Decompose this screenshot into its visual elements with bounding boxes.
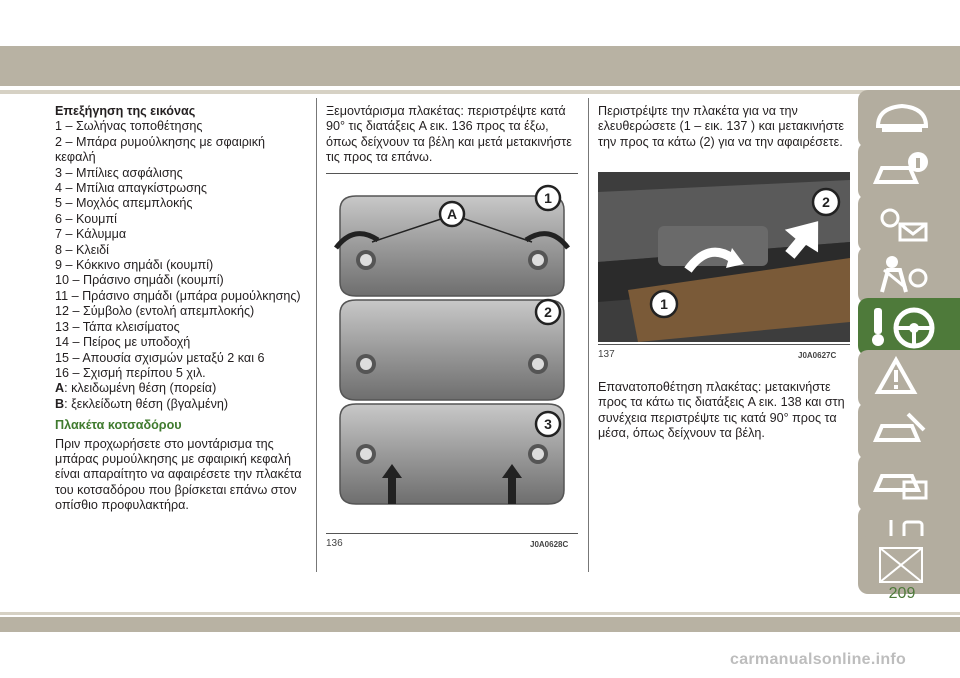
tab-maintenance[interactable] [858, 402, 960, 460]
legend-item: 4 – Μπίλια απαγκίστρωσης [55, 181, 207, 196]
figure-136-illustration [326, 178, 578, 532]
legend-a-text: : κλειδωμένη θέση (πορεία) [64, 381, 217, 396]
car-wrench-icon [872, 408, 932, 454]
legend-b-text: : ξεκλείδωτη θέση (βγαλμένη) [64, 396, 229, 411]
figure-136-label-a: A [446, 206, 458, 222]
legend-b [55, 397, 303, 412]
figure-136-label-2: 2 [544, 304, 552, 320]
watermark: carmanualsonline.info [730, 651, 907, 668]
key-steering-wheel-icon [872, 304, 942, 350]
alphabet-index-icon [872, 542, 932, 588]
legend-item: 16 – Σχισμή περίπου 5 χιλ. [55, 365, 206, 380]
legend-item: 15 – Απουσία σχισμών μεταξύ 2 και 6 [55, 350, 265, 365]
top-band [0, 46, 960, 86]
figure-136-bottom-rule [326, 533, 578, 534]
bottom-band [0, 617, 960, 632]
car-info-icon [872, 148, 932, 194]
tab-starting-driving[interactable] [858, 298, 960, 356]
figure-136-top-rule [326, 173, 578, 174]
tab-info[interactable] [858, 142, 960, 200]
legend-b-key: B [55, 396, 65, 411]
figure-136-label-3: 3 [544, 416, 552, 432]
legend-item: 5 – Μοχλός απεμπλοκής [55, 196, 193, 211]
warning-light-mail-icon [872, 200, 932, 246]
legend-item: 1 – Σωλήνας τοποθέτησης [55, 119, 203, 134]
figure-136-code: J0A0628C [530, 540, 569, 549]
bottom-divider [0, 612, 960, 615]
legend-item: 14 – Πείρος με υποδοχή [55, 335, 191, 350]
column-divider-2 [588, 98, 589, 572]
column-divider-1 [316, 98, 317, 572]
legend-item: 6 – Κουμπί [55, 211, 117, 226]
column-reinstall [598, 104, 850, 150]
car-specs-icon [872, 460, 932, 506]
legend-item: 3 – Μπίλιες ασφάλισης [55, 165, 183, 180]
legend-item: 13 – Τάπα κλεισίματος [55, 319, 180, 334]
legend-item: 2 – Μπάρα ρυμούλκησης με σφαιρική κεφαλή [55, 134, 266, 165]
removal-paragraph: Ξεμοντάρισμα πλακέτας: περιστρέψτε κατά 90° τις διατάξεις A εικ. 136 προς τα έξω, όπως δείχνουν τα βέλη και μετά μετακινήστε τις προς τα επάνω. [326, 104, 572, 165]
page-number: 209 [888, 585, 916, 602]
reinstall-block [598, 380, 850, 442]
figure-137-label-1: 1 [660, 296, 668, 312]
section-subtitle: Πλακέτα κοτσαδόρου [55, 418, 182, 433]
tab-warning-lights[interactable] [858, 194, 960, 252]
legend-item: 8 – Κλειδί [55, 242, 109, 257]
top-divider [0, 90, 960, 94]
legend-item: 9 – Κόκκινο σημάδι (κουμπί) [55, 258, 214, 273]
tab-specifications[interactable] [858, 454, 960, 512]
seatbelt-airbag-icon [872, 252, 932, 298]
figure-136-label-1: 1 [544, 190, 552, 206]
legend-a-key: A [55, 381, 65, 396]
section-paragraph: Πριν προχωρήσετε στο μοντάρισμα της μπάρας ρυμούλκησης με σφαιρική κεφαλή είναι απαραίτητο να αφαιρέσετε την πλακέτα του κοτσαδόρου που βρίσκεται επάνω στον οπίσθιο προφυλακτήρα. [55, 436, 302, 513]
car-dashboard-icon [872, 96, 932, 142]
legend-item: 11 – Πράσινο σημάδι (μπάρα ρυμούλκησης) [55, 288, 301, 303]
column-removal [326, 104, 578, 166]
column-legend [55, 104, 303, 514]
tab-dashboard[interactable] [858, 90, 960, 148]
figure-137-number: 137 [598, 349, 615, 360]
warning-triangle-car-icon [872, 356, 932, 402]
legend-item: 7 – Κάλυμμα [55, 227, 127, 242]
legend-list [55, 119, 303, 381]
reinstall-paragraph: Επανατοποθέτηση πλακέτας: μετακινήστε προς τα κάτω τις διατάξεις A εικ. 138 και στη συνέχεια περιστρέψτε τις κατά 90° προς τα μέσα, όπως δείχνουν τα βέλη. [598, 380, 845, 441]
figure-136 [326, 178, 578, 532]
figure-137-label-2: 2 [822, 194, 830, 210]
figure-136-number: 136 [326, 538, 343, 549]
legend-a [55, 381, 303, 396]
figure-137 [598, 172, 850, 342]
legend-item: 12 – Σύμβολο (εντολή απεμπλοκής) [55, 304, 255, 319]
legend-title: Επεξήγηση της εικόνας [55, 104, 196, 118]
figure-137-illustration [598, 172, 850, 342]
figure-137-code: J0A0627C [798, 351, 837, 360]
rotate-paragraph: Περιστρέψτε την πλακέτα για να την ελευθερώσετε (1 – εικ. 137 ) και μετακινήστε την προς τα κάτω (2) για να την αφαιρέσετε. [598, 104, 845, 149]
tab-safety[interactable] [858, 246, 960, 304]
legend-item: 10 – Πράσινο σημάδι (κουμπί) [55, 273, 224, 288]
figure-137-bottom-rule [598, 344, 850, 345]
tab-emergency[interactable] [858, 350, 960, 408]
